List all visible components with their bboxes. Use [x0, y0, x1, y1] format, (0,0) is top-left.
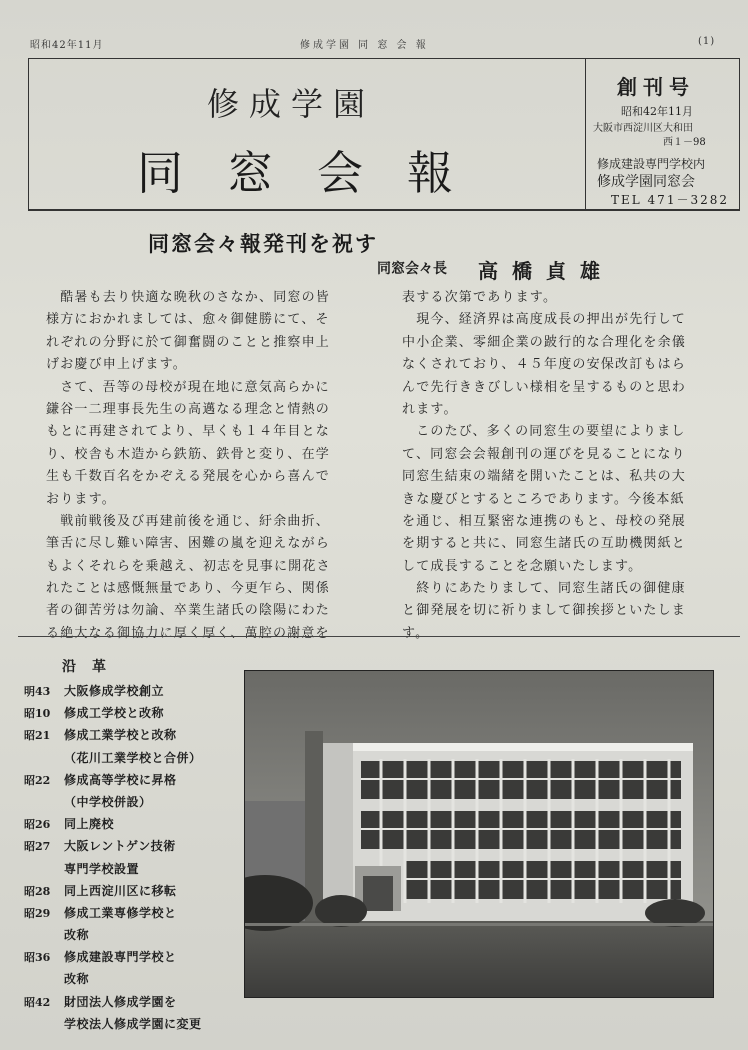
- history-row: [24, 946, 239, 968]
- history-era: 昭28: [24, 884, 51, 898]
- history-row: [24, 680, 239, 702]
- article-line: 鎌谷一二理事長先生の高邁なる理念と情熱の: [46, 401, 331, 417]
- article-line: んで先行ききびしい様相を呈するものと思わ: [402, 379, 687, 395]
- newsletter-title: 同窓会報: [137, 146, 497, 200]
- article-line: さて、吾等の母校が現在地に意気高らかに: [46, 379, 330, 395]
- history-event: 同上廃校: [64, 817, 115, 832]
- telephone: TEL 471－3282: [611, 193, 729, 207]
- article-line: 者の御苦労は勿論、卒業生諸氏の陰陽にわた: [46, 603, 331, 619]
- article-column-right: [402, 287, 732, 645]
- article-line: 現今、経済界は高度成長の押出が先行して: [402, 312, 687, 328]
- running-header-date: 昭和42年11月: [30, 40, 104, 51]
- article-line: 終りにあたりまして、同窓生諸氏の御健康: [402, 581, 686, 597]
- history-event: （中学校併設）: [64, 794, 152, 809]
- history-row: [24, 769, 239, 791]
- section-divider: [28, 210, 740, 211]
- article-line: もよくそれらを乗越え、初志を見事に開花さ: [46, 558, 331, 574]
- article-line: このたび、多くの同窓生の要望によりまし: [402, 424, 686, 440]
- history-event: 学校法人修成学園に変更: [64, 1016, 202, 1031]
- issue-label: 創刊号: [617, 75, 695, 99]
- history-event: 専門学校設置: [64, 861, 140, 876]
- article-line: 筆舌に尽し難い障害、困難の嵐を迎えながら: [46, 536, 331, 552]
- masthead-divider: [585, 59, 586, 209]
- history-row: [24, 702, 239, 724]
- history-era: 昭21: [24, 729, 51, 743]
- history-event: 同上西淀川区に移転: [64, 883, 177, 898]
- section-divider: [18, 636, 740, 637]
- article-line: を通じ、相互緊密な連携のもと、母校の発展: [402, 513, 687, 529]
- article-line: 生も千数百名をかぞえる発展を心から喜んで: [46, 469, 331, 485]
- article-line: して成長することを念願いたします。: [402, 558, 643, 574]
- article-line: れます。: [402, 401, 458, 417]
- address-line-1: 大阪市西淀川区大和田: [593, 123, 693, 134]
- article-line: を期すると共に、同窓生諸氏の互助機関紙と: [402, 536, 687, 552]
- history-era: 昭10: [24, 707, 51, 721]
- history-list: [24, 680, 239, 1035]
- article-line: る絶大なる御協力に厚く厚く、萬腔の謝意を: [46, 625, 330, 641]
- history-event: 修成高等学校に昇格: [64, 772, 177, 787]
- article-line: もとに再建されてより、早くも１４年目とな: [46, 424, 331, 440]
- article-line: 同窓生結束の端緒を開いたことは、私共の大: [402, 469, 687, 485]
- history-row: [24, 835, 239, 857]
- page-number: (1): [698, 36, 716, 47]
- history-row: [24, 991, 239, 1013]
- history-event: 修成工業専修学校と: [64, 905, 177, 920]
- article-line: れぞれの分野に於て御奮闘のことと推察申上: [46, 334, 331, 350]
- article-line: げお慶び申上げます。: [46, 357, 187, 373]
- article-line: 表する次第であります。: [402, 290, 558, 305]
- history-event: 大阪レントゲン技術: [64, 839, 176, 854]
- history-era: 明43: [24, 685, 51, 698]
- article-line: す。: [402, 625, 430, 641]
- history-row: [24, 1013, 239, 1035]
- author-name: 高橋貞雄: [478, 259, 614, 283]
- history-era: 昭22: [24, 773, 51, 787]
- issue-date: 昭和42年11月: [621, 105, 693, 118]
- history-event: 財団法人修成学園を: [64, 994, 177, 1009]
- article-line: 酷暑も去り快適な晩秋のさなか、同窓の皆: [46, 290, 331, 305]
- article-line: おります。: [46, 491, 116, 507]
- history-row: [24, 968, 239, 990]
- school-name: 修成学園: [207, 85, 376, 123]
- history-row: [24, 924, 239, 946]
- history-row: [24, 880, 239, 902]
- masthead: [28, 58, 740, 210]
- article-line: と御発展を切に祈りまして御挨拶といたしま: [402, 603, 687, 619]
- article-line: なくされており、４５年度の安保改訂もはら: [402, 357, 687, 373]
- history-event: （花川工業学校と合併）: [64, 750, 202, 765]
- article-line: きな慶びとするところであります。今後本紙: [402, 491, 685, 507]
- running-header-title: 修成学園 同 窓 会 報: [300, 40, 429, 51]
- history-era: 昭42: [24, 995, 51, 1009]
- address-line-2: 西１－98: [663, 137, 706, 148]
- history-era: 昭26: [24, 818, 51, 832]
- article-line: 様方におかれましては、愈々御健勝にて、そ: [46, 312, 330, 328]
- history-event: 修成工学校と改称: [64, 706, 165, 721]
- author-title: 同窓会々長: [377, 261, 447, 277]
- history-era: 昭27: [24, 840, 51, 854]
- history-event: 大阪修成学校創立: [64, 684, 165, 698]
- article-line: て、同窓会会報創刊の運びを見ることになり: [402, 446, 686, 462]
- article-line: れたことは感慨無量であり、今更乍ら、関係: [46, 581, 331, 597]
- publisher-name: 修成学園同窓会: [597, 174, 695, 190]
- history-event: 修成建設専門学校と: [64, 950, 177, 965]
- history-row: [24, 724, 239, 746]
- history-row: [24, 902, 239, 924]
- publisher-school: 修成建設専門学校内: [597, 157, 706, 171]
- history-event: 修成工業学校と改称: [64, 728, 177, 743]
- history-row: [24, 813, 239, 835]
- history-event: 改称: [64, 928, 90, 943]
- history-era: 昭36: [24, 951, 51, 965]
- history-heading: 沿革: [62, 659, 122, 675]
- history-row: [24, 791, 239, 813]
- article-column-left: [46, 287, 376, 645]
- article-line: り、校舎も木造から鉄筋、鉄骨と変り、在学: [46, 446, 331, 462]
- history-row: [24, 858, 239, 880]
- article-headline: 同窓会々報発刊を祝す: [148, 231, 378, 256]
- history-row: [24, 747, 239, 769]
- school-building-photo: [244, 670, 714, 998]
- article-line: 中小企業、零細企業の跛行的な合理化を余儀: [402, 334, 687, 350]
- history-era: 昭29: [24, 906, 51, 920]
- history-event: 改称: [64, 972, 90, 987]
- article-line: 戦前戦後及び再建前後を通じ、紆余曲折、: [46, 513, 331, 529]
